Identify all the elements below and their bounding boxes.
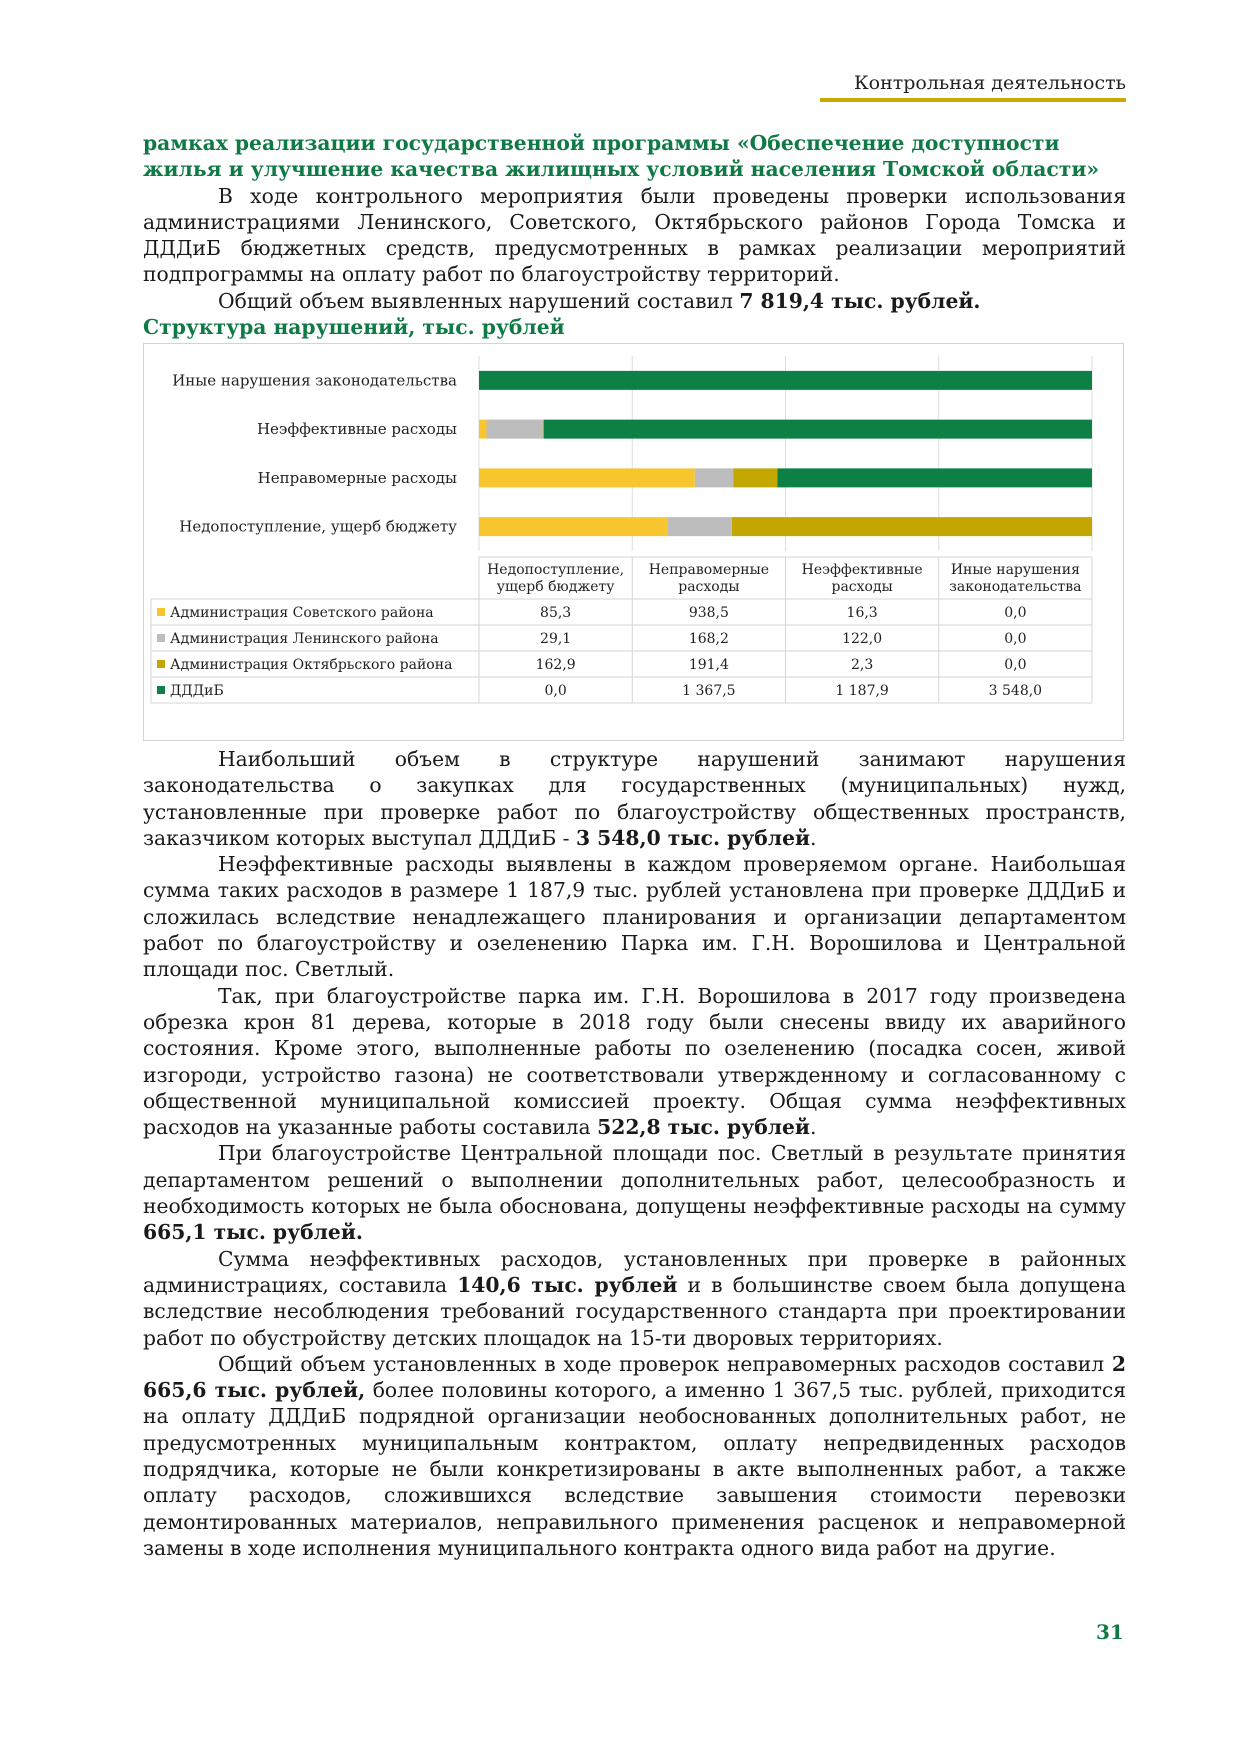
- paragraph-text: Так, при благоустройстве парка им. Г.Н. Ворошилова в 2017 году произведена обрезка крон 81 дерева, которые в 2018 году были снесены ввиду их аварийного состояния. Кроме этого, выполненные работы по озеленению (посадка сосен, живой изгороди, устройство газона) не соответствовали утвержденному и согласованному с общественной муниципальной комиссией проекту. Общая сумма неэффективных расходов на указанные работы составила: [143, 983, 1126, 1140]
- table-header-label: ущерб бюджету: [496, 579, 615, 595]
- total-violations-amount: 7 819,4 тыс. рублей.: [739, 288, 981, 313]
- paragraph-text: Общий объем установленных в ходе проверок неправомерных расходов составил: [218, 1351, 1112, 1376]
- legend-swatch: [157, 686, 165, 694]
- amount-bold: 665,1 тыс. рублей.: [143, 1220, 363, 1245]
- bar-segment: [695, 468, 734, 487]
- bar-segment: [479, 371, 1092, 390]
- paragraph-voroshilov-park: [143, 983, 1126, 1141]
- legend-swatch: [157, 608, 165, 616]
- total-violations-paragraph: [143, 288, 1126, 314]
- total-violations-text: Общий объем выявленных нарушений составил: [218, 288, 740, 313]
- section-title-line1: рамках реализации государственной программы «Обеспечение доступности: [143, 131, 1060, 155]
- data-label: 16,3: [846, 605, 878, 621]
- data-label: 1 367,5: [682, 683, 736, 699]
- amount-bold: 3 548,0 тыс. рублей: [576, 825, 811, 850]
- legend-swatch: [157, 660, 165, 668]
- category-axis-label: Неэффективные расходы: [256, 420, 457, 439]
- running-header: Контрольная деятельность: [853, 72, 1126, 94]
- data-label: 3 548,0: [988, 683, 1043, 699]
- amount-bold: 140,6 тыс. рублей: [457, 1272, 678, 1297]
- amount-bold: 522,8 тыс. рублей: [597, 1115, 810, 1140]
- table-header-label: Иные нарушения: [950, 562, 1080, 578]
- legend-series-label: ДДДиБ: [170, 683, 224, 699]
- data-label: 0,0: [1004, 631, 1027, 647]
- section-title-line2: жилья и улучшение качества жилищных условий населения Томской области»: [143, 157, 1100, 182]
- data-label: 162,9: [535, 657, 576, 673]
- page-number: 31: [1096, 1620, 1124, 1644]
- bar-segment: [544, 420, 1092, 439]
- data-label: 85,3: [540, 605, 572, 621]
- paragraph-text: более половины которого, а именно 1 367,5 тыс. рублей, приходится на оплату ДДДиБ подрядной организации необоснованных дополнительных работ, не предусмотренных муниципальным контрактом, оплату непредвиденных расходов подрядчика, которые не были конкретизированы в акте выполненных работ, а также оплату расходов, сложившихся вследствие завышения стоимости перевозки демонтированных материалов, неправильного применения расценок и неправомерной замены в ходе исполнения муниципального контракта одного вида работ на другие.: [143, 1378, 1126, 1560]
- bar-segment: [778, 468, 1092, 487]
- amount-bold: 2 665,6 тыс. рублей,: [143, 1351, 1126, 1403]
- bar-segment: [479, 517, 668, 536]
- bar-segment: [487, 420, 543, 439]
- data-label: 29,1: [540, 631, 572, 647]
- paragraph-inefficient-expenses: Неэффективные расходы выявлены в каждом проверяемом органе. Наибольшая сумма таких расходов в размере 1 187,9 тыс. рублей установлена при проверке ДДДиБ и сложилась вследствие ненадлежащего планирования и организации департаментом работ по благоустройству и озеленению Парка им. Г.Н. Ворошилова и Центральной площади пос. Светлый.: [143, 852, 1126, 982]
- legend-series-label: Администрация Советского района: [170, 605, 434, 621]
- bar-segment: [732, 517, 1092, 536]
- paragraph-text: Наибольший объем в структуре нарушений занимают нарушения законодательства о закупках для государственных (муниципальных) нужд, установленные при проверке работ по благоустройству общественных пространств, заказчиком которых выступал ДДДиБ -: [143, 747, 1126, 850]
- top-text-block: [143, 130, 1126, 340]
- table-header-label: Неправомерные: [648, 562, 770, 578]
- data-label: 0,0: [1004, 605, 1027, 621]
- paragraph-text: .: [809, 1115, 817, 1140]
- legend-swatch: [157, 634, 165, 642]
- bar-segment: [734, 468, 778, 487]
- paragraph-text: При благоустройстве Центральной площади пос. Светлый в результате принятия департаментом решений о выполнении дополнительных работ, целесообразность и необходимость которых не была обоснована, допущены неэффективные расходы на сумму: [143, 1141, 1126, 1219]
- paragraph-text: и в большинстве своем была допущена вследствие несоблюдения требований государственного стандарта при проектировании работ по обустройству детских площадок на 15-ти дворовых территориях.: [143, 1272, 1126, 1350]
- bar-segment: [479, 420, 487, 439]
- data-label: 1 187,9: [835, 683, 889, 699]
- table-header-label: расходы: [831, 579, 893, 595]
- chart-heading: Структура нарушений, тыс. рублей: [143, 315, 565, 340]
- intro-paragraph: В ходе контрольного мероприятия были проведены проверки использования администрациями Ленинского, Советского, Октябрьского районов Города Томска и ДДДиБ бюджетных средств, предусмотренных в рамках реализации мероприятий подпрограммы на оплату работ по благоустройству территорий.: [143, 183, 1126, 287]
- legend-series-label: Администрация Октябрьского района: [170, 657, 453, 673]
- table-header-label: законодательства: [949, 579, 1082, 595]
- data-label: 191,4: [688, 657, 729, 673]
- category-axis-label: Иные нарушения законодательства: [172, 371, 457, 390]
- body-text-block: [143, 746, 1126, 1561]
- data-label: 168,2: [688, 631, 729, 647]
- table-header-label: Недопоступление,: [487, 562, 625, 578]
- paragraph-largest-volume: [143, 746, 1126, 851]
- data-label: 122,0: [842, 631, 883, 647]
- category-axis-label: Недопоступление, ущерб бюджету: [179, 517, 457, 536]
- data-label: 0,0: [544, 683, 567, 699]
- category-axis-label: Неправомерные расходы: [257, 468, 457, 487]
- paragraph-unlawful-expenses: [143, 1351, 1126, 1561]
- chart-svg: [144, 344, 1125, 742]
- data-label: 938,5: [688, 605, 729, 621]
- paragraph-district-administrations: [143, 1246, 1126, 1351]
- legend-series-label: Администрация Ленинского района: [170, 631, 439, 647]
- data-label: 0,0: [1004, 657, 1027, 673]
- data-label: 2,3: [850, 657, 874, 673]
- bar-segment: [543, 420, 544, 439]
- bar-segment: [668, 517, 732, 536]
- violations-structure-chart: [143, 343, 1124, 741]
- header-rule: [820, 98, 1126, 102]
- paragraph-text: Сумма неэффективных расходов, установленных при проверке в районных администрациях, составила: [143, 1246, 1126, 1297]
- table-header-label: расходы: [678, 579, 740, 595]
- bar-segment: [479, 468, 695, 487]
- paragraph-central-square: [143, 1140, 1126, 1245]
- paragraph-text: .: [810, 825, 817, 850]
- table-header-label: Неэффективные: [801, 562, 923, 578]
